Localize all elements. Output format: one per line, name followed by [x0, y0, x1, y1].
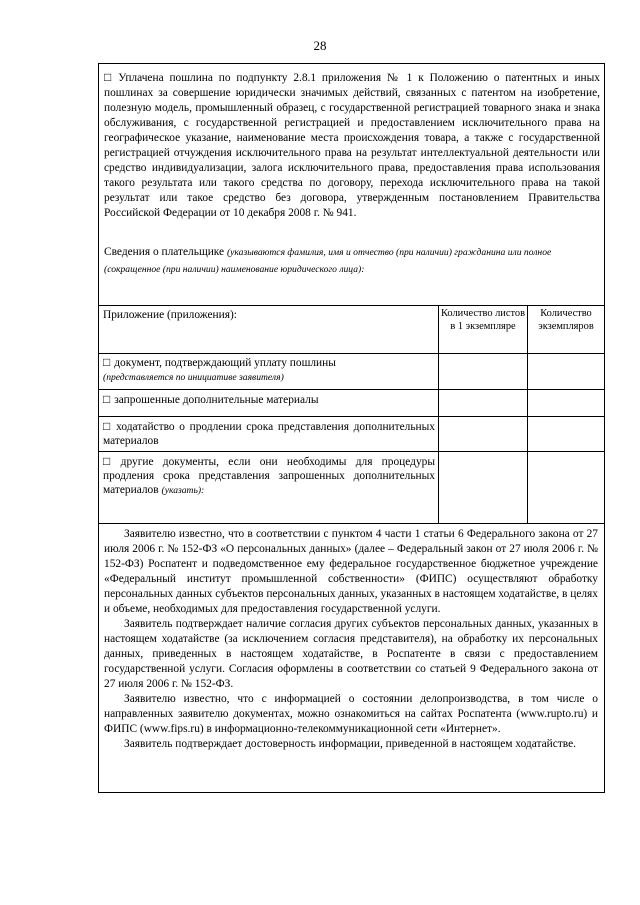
- attachment-label: ходатайство о продлении срока представления дополнительных материалов: [103, 421, 436, 447]
- consent-paragraph-4: Заявитель подтверждает достоверность информации, приведенной в настоящем ходатайстве.: [124, 738, 577, 750]
- row-divider-2: [99, 389, 604, 390]
- divider-attachments-bottom: [99, 523, 604, 524]
- payer-section: [99, 244, 604, 278]
- attachment-label: запрошенные дополнительные материалы: [114, 394, 319, 406]
- form-frame: [98, 63, 605, 793]
- consent-paragraph-2: Заявитель подтверждает наличие согласия других субъектов персональных данных, указанных в настоящем ходатайстве (за исключением согласия представителя), на обработку их персональных данных, приведенных в настоящем ходатайстве, в Роспатенте в связи с предоставлением государственной услуги. Согласия оформлены в соответствии со статьей 9 Федерального закона от 27 июля 2006 г. № 152-ФЗ.: [104, 618, 598, 690]
- payer-label: Сведения о плательщике: [104, 246, 225, 258]
- payment-text: Уплачена пошлина по подпункту 2.8.1 приложения № 1 к Положению о патентных и иных пошлинах за совершение юридически значимых действий, связанных с патентом на изобретение, полезную модель, промышленный образец, с государственной регистрацией товарного знака и знака обслуживания, с государственной регистрацией и предоставлением исключительного права на географическое указание, наименование места происхождения товара, а также с государственной регистрацией отчуждения исключительного права на результат интеллектуальной деятельности или средство индивидуализации, залога исключительного права, предоставления права использования такого результата или такого средства по договору, перехода исключительного права на такой результат или такое средство без договора, утвержденным постановлением Правительства Российской Федерации от 10 декабря 2008 г. № 941.: [104, 72, 601, 219]
- attachment-row: [103, 454, 435, 498]
- attachment-checkbox[interactable]: □: [103, 419, 113, 433]
- attachment-note: (указать):: [161, 485, 205, 496]
- payment-checkbox[interactable]: □: [104, 70, 115, 84]
- row-divider-1: [99, 353, 604, 354]
- attachment-row: [103, 355, 435, 385]
- attachments-header-sheets: Количество листов в 1 экземпляре: [441, 308, 525, 332]
- attachment-checkbox[interactable]: □: [103, 392, 111, 406]
- attachment-row: [103, 419, 435, 448]
- payer-note: (указываются фамилия, имя и отчество (при наличии) гражданина или полное (сокращенное (при наличии) наименование юридического лица):: [104, 247, 552, 275]
- consent-paragraph-3: Заявителю известно, что с информацией о состоянии делопроизводства, в том числе о направленных заявителю документах, можно ознакомиться на сайтах Роспатента (www.rupto.ru) и ФИПС (www.fips.ru) в информационно-телекоммуникационной сети «Интернет».: [104, 693, 598, 735]
- attachments-header-title: Приложение (приложения):: [103, 309, 237, 321]
- divider-payer-bottom: [99, 305, 604, 306]
- attachment-checkbox[interactable]: □: [103, 454, 117, 468]
- attachment-label: другие документы, если они необходимы для процедуры продления срока представления запрошенных дополнительных материалов: [103, 456, 436, 496]
- consent-paragraph-1: Заявителю известно, что в соответствии с пунктом 4 части 1 статьи 6 Федерального закона от 27 июля 2006 г. № 152-ФЗ «О персональных данных» (далее – Федеральный закон от 27 июля 2006 г. № 152-ФЗ) Роспатент и подведомственное ему федеральное государственное бюджетное учреждение «Федеральный институт промышленной собственности» (ФИПС) осуществляют обработку персональных данных субъектов персональных данных, указанных в настоящем ходатайстве, в целях и объеме, необходимых для предоставления государственной услуги.: [104, 528, 598, 615]
- payment-section: [99, 70, 604, 221]
- page-number: 28: [313, 38, 327, 53]
- row-divider-3: [99, 416, 604, 417]
- col-divider-1: [438, 305, 439, 523]
- col-divider-2: [527, 305, 528, 523]
- attachments-header-copies: Количество экземпляров: [538, 308, 594, 332]
- attachment-row: [103, 392, 435, 407]
- attachment-label: документ, подтверждающий уплату пошлины: [114, 357, 336, 369]
- attachment-note: (представляется по инициативе заявителя): [103, 372, 284, 383]
- consent-section: [99, 527, 604, 752]
- row-divider-4: [99, 451, 604, 452]
- attachment-checkbox[interactable]: □: [103, 355, 111, 369]
